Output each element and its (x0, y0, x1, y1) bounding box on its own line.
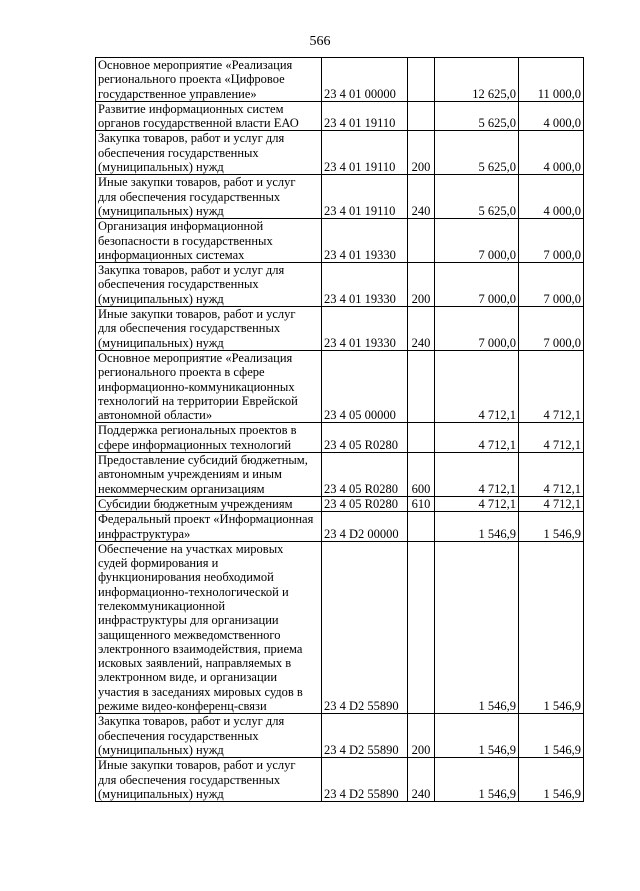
amount-year-1-cell: 1 546,9 (435, 512, 519, 542)
table-row (96, 263, 584, 307)
amount-year-2-cell: 1 546,9 (519, 541, 584, 714)
expense-type-code-cell: 200 (408, 263, 435, 307)
amount-year-2-cell: 4 000,0 (519, 131, 584, 175)
table-row (96, 423, 584, 453)
amount-year-2-cell: 1 546,9 (519, 512, 584, 542)
amount-year-1-cell: 7 000,0 (435, 307, 519, 351)
expense-type-code-cell: 200 (408, 131, 435, 175)
amount-year-1-cell: 7 000,0 (435, 263, 519, 307)
amount-year-2-cell: 4 712,1 (519, 423, 584, 453)
table-row (96, 101, 584, 131)
row-name-cell: Федеральный проект «Информационная инфраструктура» (96, 512, 322, 542)
expense-type-code-cell: 240 (408, 307, 435, 351)
target-article-code-cell: 23 4 05 00000 (322, 350, 408, 422)
table-row (96, 350, 584, 422)
amount-year-1-cell: 4 712,1 (435, 496, 519, 511)
row-name-cell: Закупка товаров, работ и услуг для обеспечения государственных (муниципальных) нужд (96, 131, 322, 175)
amount-year-1-cell: 1 546,9 (435, 758, 519, 802)
table-row (96, 496, 584, 511)
target-article-code-cell: 23 4 01 19330 (322, 263, 408, 307)
amount-year-1-cell: 5 625,0 (435, 131, 519, 175)
target-article-code-cell: 23 4 D2 55890 (322, 541, 408, 714)
budget-table (95, 57, 584, 802)
expense-type-code-cell: 200 (408, 714, 435, 758)
amount-year-1-cell: 5 625,0 (435, 101, 519, 131)
target-article-code-cell: 23 4 01 19110 (322, 131, 408, 175)
amount-year-2-cell: 1 546,9 (519, 758, 584, 802)
table-row (96, 175, 584, 219)
expense-type-code-cell: 600 (408, 453, 435, 497)
amount-year-2-cell: 1 546,9 (519, 714, 584, 758)
target-article-code-cell: 23 4 05 R0280 (322, 423, 408, 453)
expense-type-code-cell (408, 423, 435, 453)
amount-year-2-cell: 4 000,0 (519, 175, 584, 219)
amount-year-1-cell: 7 000,0 (435, 219, 519, 263)
expense-type-code-cell: 240 (408, 175, 435, 219)
expense-type-code-cell: 610 (408, 496, 435, 511)
table-row (96, 453, 584, 497)
amount-year-2-cell: 7 000,0 (519, 219, 584, 263)
expense-type-code-cell (408, 58, 435, 102)
expense-type-code-cell (408, 101, 435, 131)
table-row (96, 131, 584, 175)
target-article-code-cell: 23 4 D2 55890 (322, 714, 408, 758)
row-name-cell: Основное мероприятие «Реализация регионального проекта в сфере информационно-коммуникационных технологий на территории Еврейской автономной области» (96, 350, 322, 422)
table-row (96, 58, 584, 102)
target-article-code-cell: 23 4 05 R0280 (322, 496, 408, 511)
target-article-code-cell: 23 4 D2 55890 (322, 758, 408, 802)
amount-year-2-cell: 7 000,0 (519, 307, 584, 351)
target-article-code-cell: 23 4 D2 00000 (322, 512, 408, 542)
amount-year-2-cell: 7 000,0 (519, 263, 584, 307)
table-row (96, 512, 584, 542)
row-name-cell: Закупка товаров, работ и услуг для обеспечения государственных (муниципальных) нужд (96, 263, 322, 307)
row-name-cell: Иные закупки товаров, работ и услуг для обеспечения государственных (муниципальных) нужд (96, 175, 322, 219)
target-article-code-cell: 23 4 05 R0280 (322, 453, 408, 497)
expense-type-code-cell (408, 541, 435, 714)
expense-type-code-cell (408, 512, 435, 542)
amount-year-2-cell: 4 000,0 (519, 101, 584, 131)
amount-year-1-cell: 12 625,0 (435, 58, 519, 102)
budget-table-body (96, 58, 584, 802)
expense-type-code-cell (408, 219, 435, 263)
target-article-code-cell: 23 4 01 19330 (322, 219, 408, 263)
expense-type-code-cell: 240 (408, 758, 435, 802)
amount-year-1-cell: 5 625,0 (435, 175, 519, 219)
table-row (96, 714, 584, 758)
target-article-code-cell: 23 4 01 19110 (322, 175, 408, 219)
amount-year-1-cell: 1 546,9 (435, 714, 519, 758)
amount-year-1-cell: 4 712,1 (435, 453, 519, 497)
amount-year-2-cell: 4 712,1 (519, 453, 584, 497)
amount-year-1-cell: 4 712,1 (435, 423, 519, 453)
row-name-cell: Организация информационной безопасности в государственных информационных системах (96, 219, 322, 263)
row-name-cell: Развитие информационных систем органов государственной власти ЕАО (96, 101, 322, 131)
row-name-cell: Основное мероприятие «Реализация регионального проекта «Цифровое государственное управление» (96, 58, 322, 102)
amount-year-2-cell: 4 712,1 (519, 350, 584, 422)
row-name-cell: Поддержка региональных проектов в сфере информационных технологий (96, 423, 322, 453)
target-article-code-cell: 23 4 01 19110 (322, 101, 408, 131)
target-article-code-cell: 23 4 01 19330 (322, 307, 408, 351)
table-row (96, 219, 584, 263)
amount-year-2-cell: 4 712,1 (519, 496, 584, 511)
expense-type-code-cell (408, 350, 435, 422)
table-row (96, 307, 584, 351)
row-name-cell: Закупка товаров, работ и услуг для обеспечения государственных (муниципальных) нужд (96, 714, 322, 758)
amount-year-1-cell: 1 546,9 (435, 541, 519, 714)
row-name-cell: Иные закупки товаров, работ и услуг для обеспечения государственных (муниципальных) нужд (96, 758, 322, 802)
target-article-code-cell: 23 4 01 00000 (322, 58, 408, 102)
row-name-cell: Предоставление субсидий бюджетным, автономным учреждениям и иным некоммерческим организациям (96, 453, 322, 497)
amount-year-1-cell: 4 712,1 (435, 350, 519, 422)
page-number: 566 (309, 34, 331, 49)
row-name-cell: Обеспечение на участках мировых судей формирования и функционирования необходимой информационно-технологической и телекоммуникационной инфраструктуры для организации защищенного межведомственного электронного взаимодействия, приема исковых заявлений, направляемых в электронном виде, и организации участия в заседаниях мировых судов в режиме видео-конференц-связи (96, 541, 322, 714)
table-row (96, 541, 584, 714)
row-name-cell: Субсидии бюджетным учреждениям (96, 496, 322, 511)
table-row (96, 758, 584, 802)
row-name-cell: Иные закупки товаров, работ и услуг для обеспечения государственных (муниципальных) нужд (96, 307, 322, 351)
amount-year-2-cell: 11 000,0 (519, 58, 584, 102)
